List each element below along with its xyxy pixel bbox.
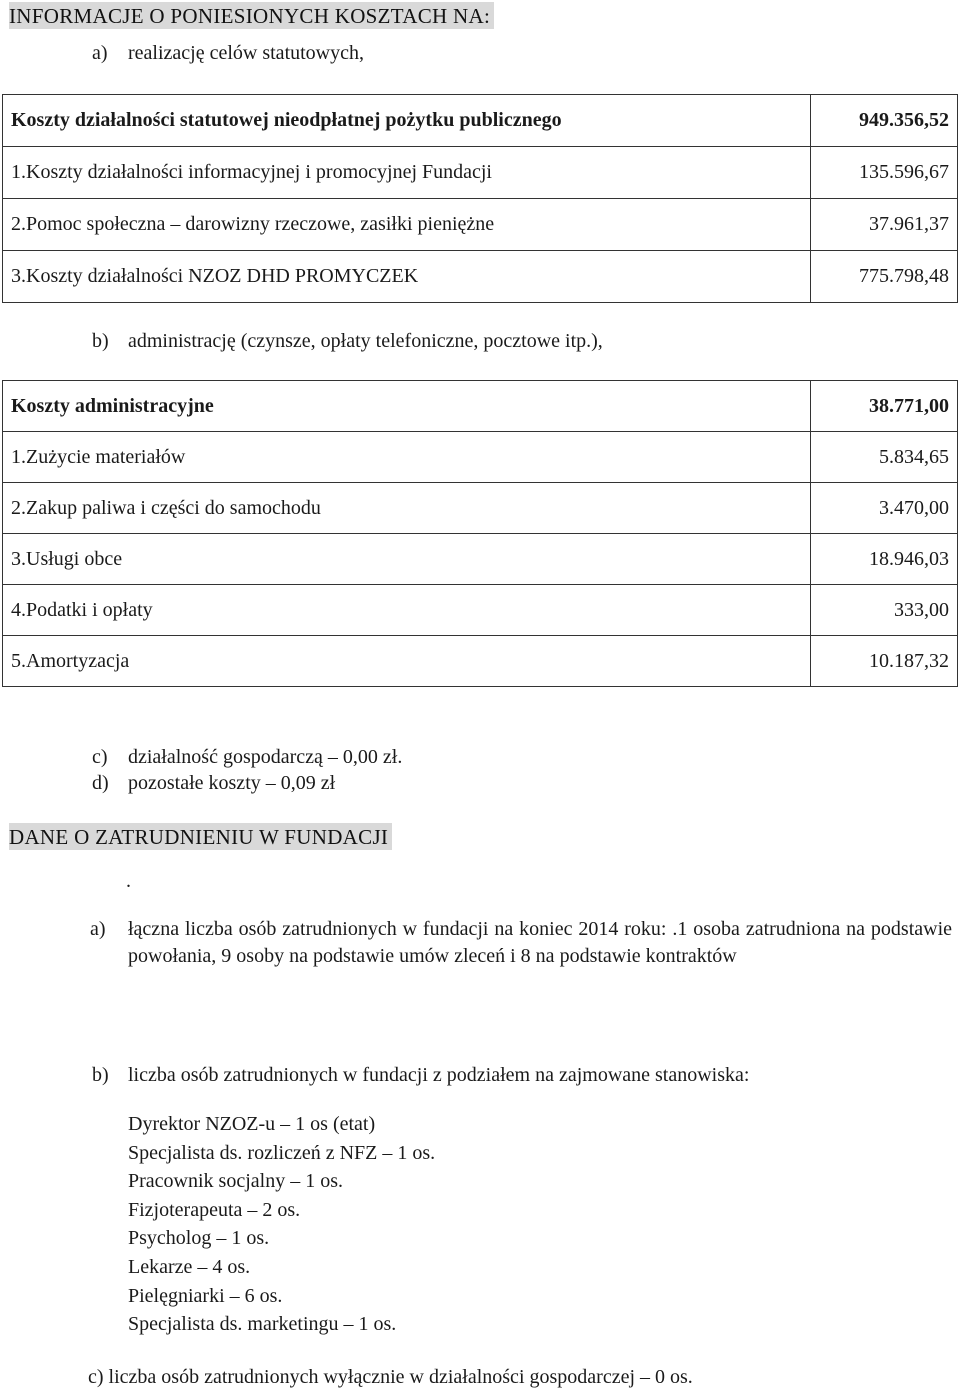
admin-cost-row-label: 1.Zużycie materiałów [3,432,811,483]
admin-cost-row-label: 2.Zakup paliwa i części do samochodu [3,483,811,534]
admin-cost-row [3,534,958,585]
item-a-marker: a) [92,42,108,64]
emp-a-text: łączna liczba osób zatrudnionych w fundacji na koniec 2014 roku: .1 osoba zatrudniona na podstawie powołania, 9 osoby na podstawie umów zleceń i 8 na podstawie kontraktów [128,918,952,967]
statutory-costs-table [2,94,958,303]
admin-cost-row-value: 38.771,00 [811,381,958,432]
item-d-text: pozostałe koszty – 0,09 zł [128,772,336,794]
emp-b-text: liczba osób zatrudnionych w fundacji z podziałem na zajmowane stanowiska: [128,1064,750,1086]
item-c-marker: c) [92,746,108,768]
statutory-cost-row [3,95,958,147]
section-heading-employment: DANE O ZATRUDNIENIU W FUNDACJI [9,823,392,850]
position-item: Pielęgniarki – 6 os. [128,1284,283,1307]
position-item: Pracownik socjalny – 1 os. [128,1170,343,1193]
positions-list [128,1110,435,1339]
admin-cost-row-label: 4.Podatki i opłaty [3,585,811,636]
position-item: Specjalista ds. rozliczeń z NFZ – 1 os. [128,1141,436,1164]
admin-cost-row [3,483,958,534]
emp-c-text: c) liczba osób zatrudnionych wyłącznie w działalności gospodarczej – 0 os. [88,1366,693,1388]
item-d-marker: d) [92,772,109,794]
position-item: Fizjoterapeuta – 2 os. [128,1198,301,1221]
admin-cost-row-value: 3.470,00 [811,483,958,534]
employment-total-paragraph [90,916,952,970]
admin-cost-row-label: 5.Amortyzacja [3,636,811,687]
item-b-marker: b) [92,330,109,352]
statutory-cost-row-value: 775.798,48 [811,251,958,303]
admin-cost-row-label: Koszty administracyjne [3,381,811,432]
admin-cost-row [3,585,958,636]
position-item: Specjalista ds. marketingu – 1 os. [128,1313,397,1336]
statutory-cost-row-value: 949.356,52 [811,95,958,147]
item-c-text: działalność gospodarczą – 0,00 zł. [128,746,403,768]
admin-cost-row-value: 5.834,65 [811,432,958,483]
statutory-cost-row-value: 37.961,37 [811,199,958,251]
admin-cost-row [3,636,958,687]
statutory-cost-row-label: Koszty działalności statutowej nieodpłatnej pożytku publicznego [3,95,811,147]
emp-a-marker: a) [90,918,106,940]
item-b-text: administrację (czynsze, opłaty telefoniczne, pocztowe itp.), [128,330,603,352]
admin-cost-row [3,432,958,483]
statutory-cost-row-label: 3.Koszty działalności NZOZ DHD PROMYCZEK [3,251,811,303]
admin-costs-table [2,380,958,687]
statutory-cost-row [3,199,958,251]
admin-cost-row-value: 333,00 [811,585,958,636]
section-heading-costs: INFORMACJE O PONIESIONYCH KOSZTACH NA: [9,2,494,29]
admin-cost-row-value: 18.946,03 [811,534,958,585]
statutory-cost-row [3,147,958,199]
statutory-cost-row-value: 135.596,67 [811,147,958,199]
admin-cost-row [3,381,958,432]
admin-cost-row-value: 10.187,32 [811,636,958,687]
statutory-cost-row-label: 1.Koszty działalności informacyjnej i promocyjnej Fundacji [3,147,811,199]
item-a-text: realizację celów statutowych, [128,42,364,64]
position-item: Lekarze – 4 os. [128,1255,251,1278]
position-item: Dyrektor NZOZ-u – 1 os (etat) [128,1113,376,1135]
stray-dot: . [126,870,131,892]
statutory-cost-row-label: 2.Pomoc społeczna – darowizny rzeczowe, zasiłki pieniężne [3,199,811,251]
statutory-cost-row [3,251,958,303]
emp-b-marker: b) [92,1064,109,1086]
admin-cost-row-label: 3.Usługi obce [3,534,811,585]
position-item: Psycholog – 1 os. [128,1227,270,1250]
